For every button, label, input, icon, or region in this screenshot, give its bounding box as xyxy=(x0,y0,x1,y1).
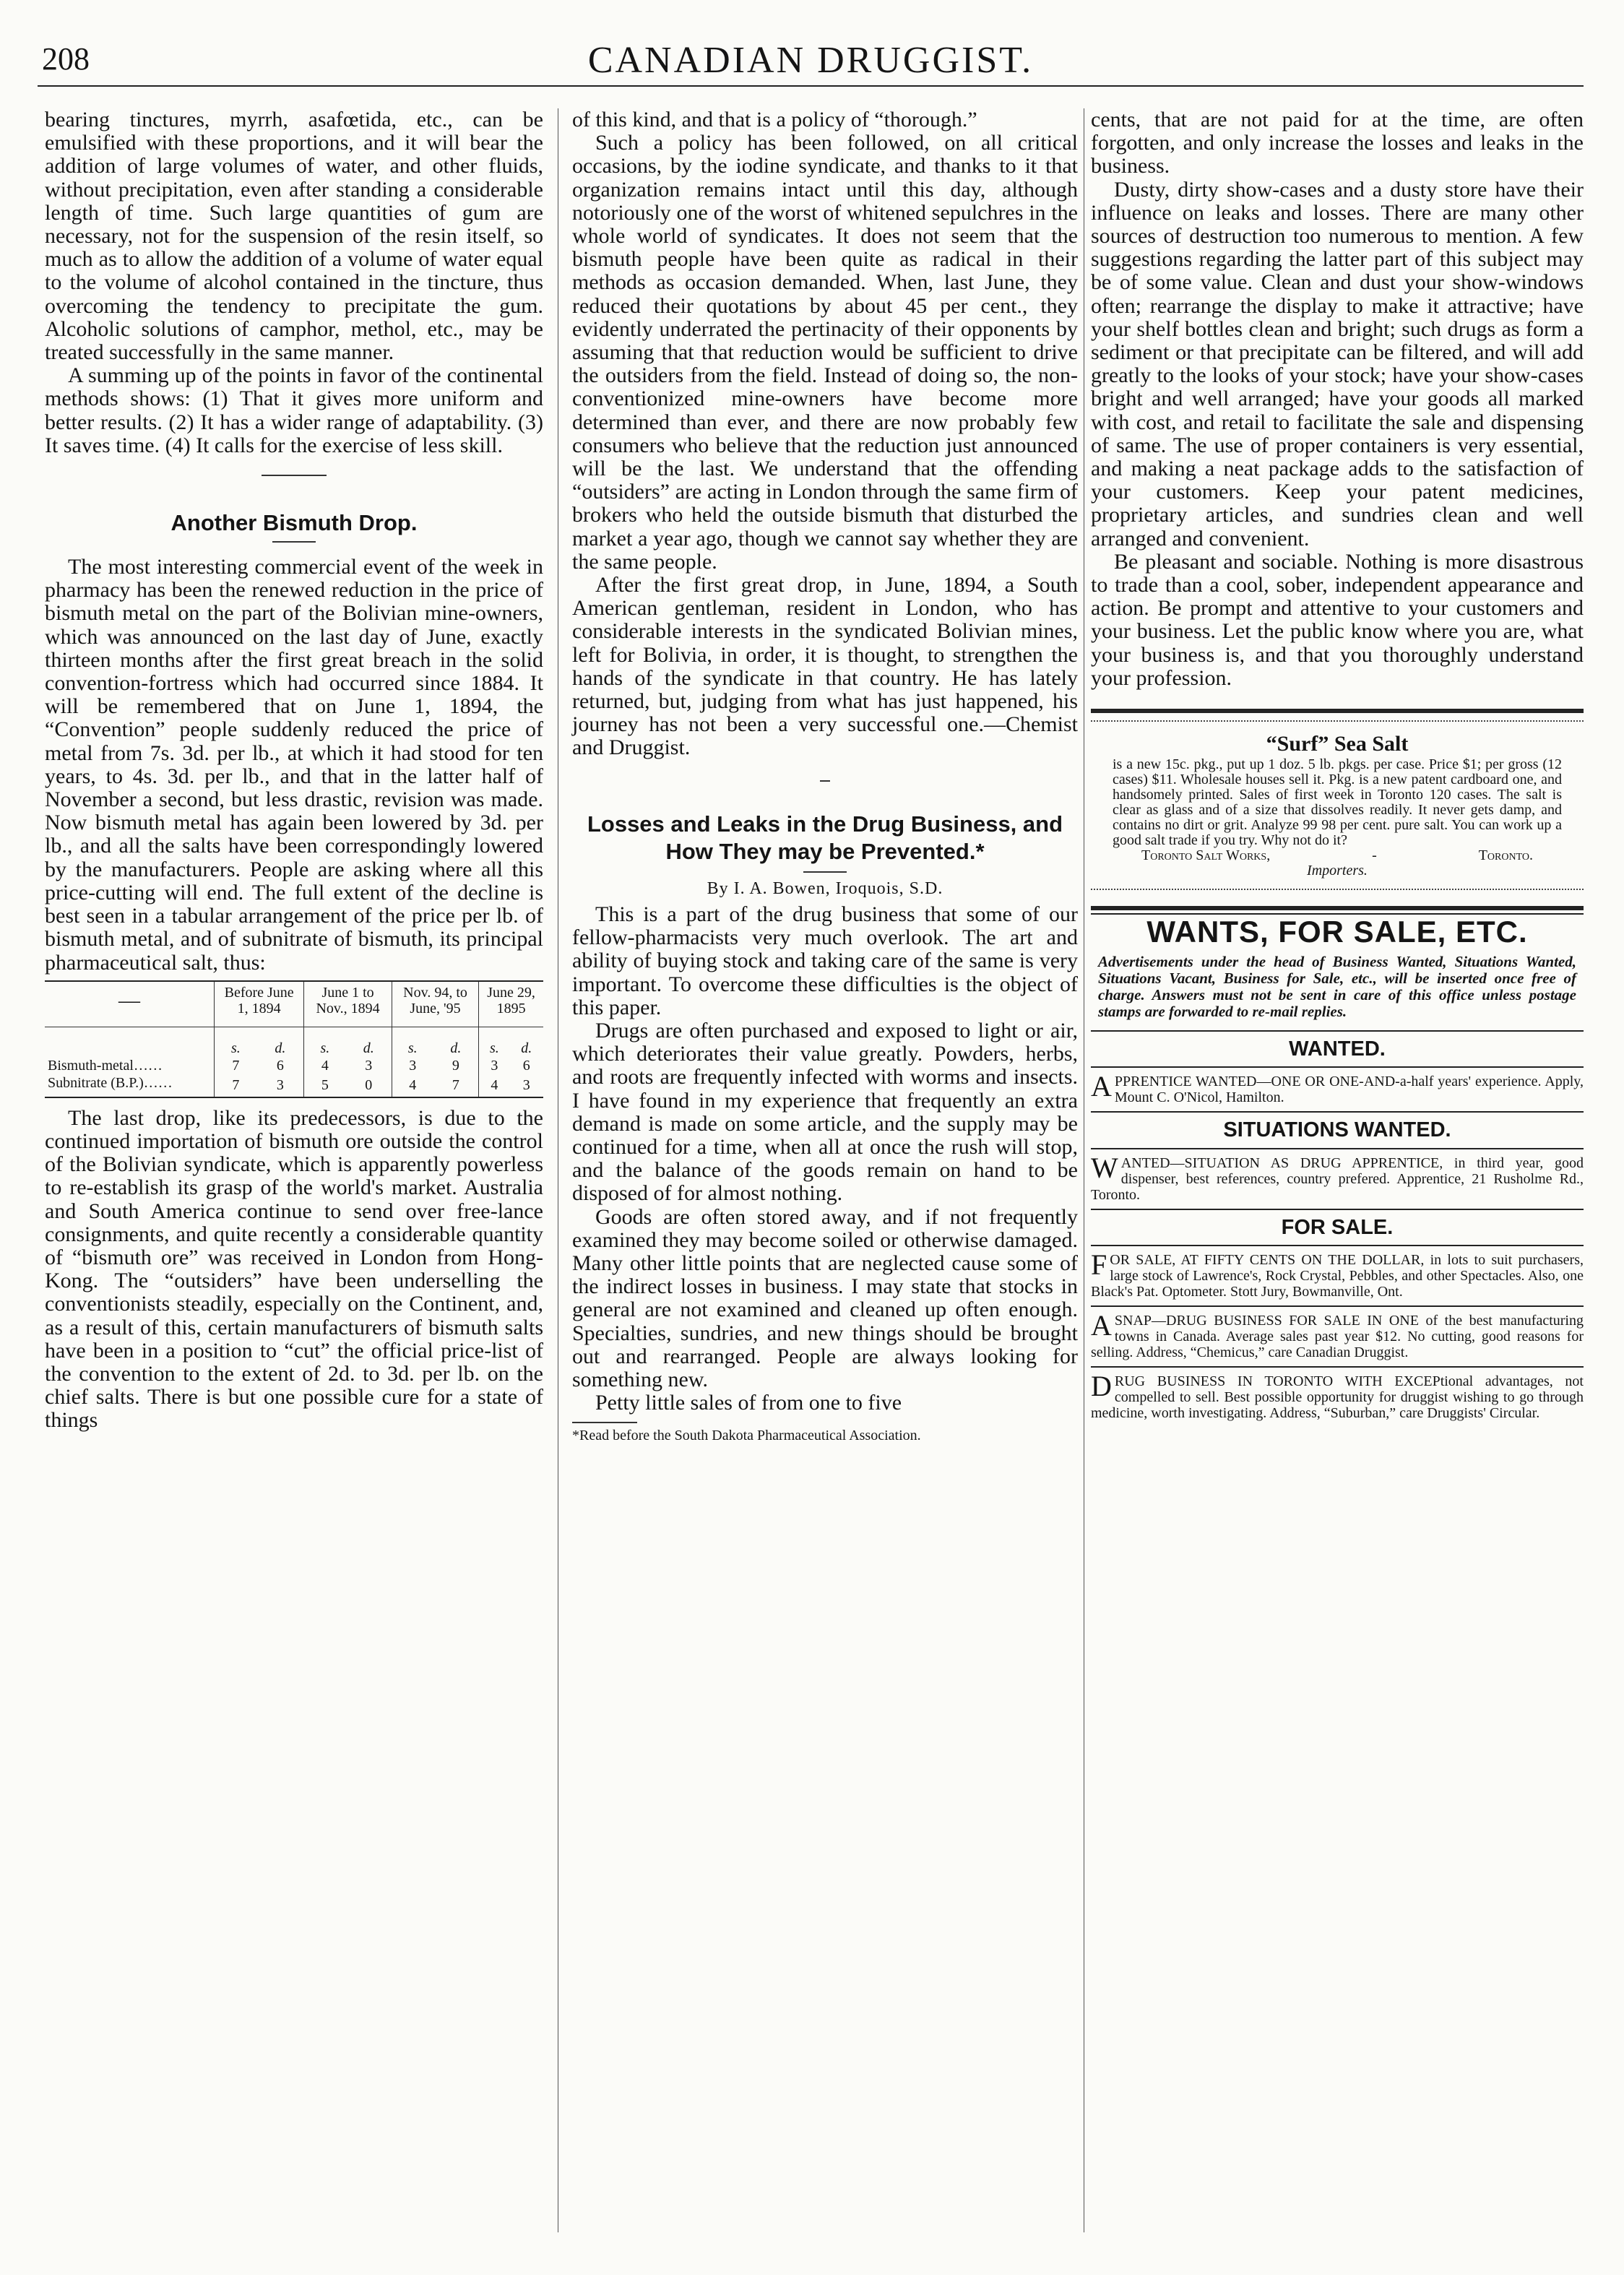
unit-label: d. xyxy=(346,1027,392,1057)
section-rule xyxy=(1091,1305,1584,1307)
ad-signature xyxy=(1113,848,1562,863)
table-cell: 3 xyxy=(257,1074,304,1097)
bismuth-price-table xyxy=(45,980,543,1098)
wants-notice: Advertisements under the head of Business Wanted, Situations Wanted, Situations Vacant, Business for Sale, etc., will be inserted once free of charge. Answers must not be sent in care of this office unless postage stamps are forwarded to re-mail replies. xyxy=(1098,953,1576,1021)
table-cell: 7 xyxy=(232,1077,240,1094)
unit-label: s. xyxy=(407,1040,418,1056)
column-1 xyxy=(45,108,543,1433)
ad-importers: Importers. xyxy=(1307,863,1368,879)
classified-ad: FOR SALE, AT FIFTY CENTS ON THE DOLLAR, in lots to suit purchasers, large stock of Lawrence's, Rock Crystal, Pebbles, and other Spectacles. Also, one Black's Pat. Optometer. Stott Jury, Bowmanville, Ont. xyxy=(1091,1248,1584,1300)
classified-ad: DRUG BUSINESS IN TORONTO WITH EXCEPtional advantages, not compelled to sell. Best possible opportunity for druggist wishing to go through medicine, worth investigating. Address, “Suburban,” care Druggists' Circular. xyxy=(1091,1369,1584,1421)
paragraph: Dusty, dirty show-cases and a dusty store have their influence on leaks and losses. There are many other sources of destruction too numerous to mention. A few suggestions regarding the latter part of this subject may be of some value. Clean and dust your show-windows often; rearrange the display to make it attractive; have your shelf bottles clean and bright; such drugs as form a sediment or that precipitate can be filtered, and will add greatly to the looks of your stock; have your show-cases bright and well arranged; have your goods all marked with cost, and retail to facilitate the sale and dispensing of same. The use of proper containers is very essential, and making a neat package adds to the satisfaction of your customers. Keep your patent medicines, proprietary articles, and sundries clean and well arranged and convenient. xyxy=(1091,177,1584,551)
table-cell: 0 xyxy=(346,1074,392,1097)
wants-heading: WANTS, FOR SALE, ETC. xyxy=(1146,915,1528,949)
section-rule xyxy=(1091,1366,1584,1368)
unit-label: d. xyxy=(521,1040,532,1056)
paragraph: of this kind, and that is a policy of “thorough.” xyxy=(572,108,977,131)
table-cell: 6 xyxy=(522,1057,530,1074)
table-cell: 5 xyxy=(321,1077,329,1094)
paragraph: The last drop, like its predecessors, is due to the continued importation of bismuth ore outside the control of the Bolivian syndicate, which is apparently powerless to re-establish its grasp of the world's market. Australia and South America continue to send over free-lance consignments, and quite recently a considerable quantity of “bismuth ore” was received in London from Hong-Kong. The “outsiders” have been underselling the conventionists steadily, especially on the Continent, and, as a result of this, certain manufacturers of bismuth salts have been in a position to “cut” the official price-list of the convention to the extent of 2d. to 3d. per lb. on the chief salts. There is but one possible cure for a state of things xyxy=(45,1105,543,1433)
row-label: Subnitrate (B.P.)…… xyxy=(45,1074,215,1097)
table-cell: 3 xyxy=(491,1057,498,1074)
ad-city: Toronto. xyxy=(1478,847,1533,864)
article-title: Another Bismuth Drop. xyxy=(170,510,418,536)
surf-sea-salt-ad xyxy=(1091,720,1584,890)
wanted-heading: WANTED. xyxy=(1289,1037,1386,1061)
unit-label: s. xyxy=(320,1040,330,1056)
table-cell: 3 xyxy=(409,1057,417,1074)
byline: By I. A. Bowen, Iroquois, S.D. xyxy=(707,879,943,898)
ad-rule xyxy=(1091,709,1584,713)
article-title: Losses and Leaks in the Drug Business, and How They may be Prevented.* xyxy=(587,811,1063,864)
paragraph: A summing up of the points in favor of the continental methods shows: (1) That it gives more uniform and better results. (2) It has a wider range of adaptability. (3) It saves time. (4) It calls for the exercise of less skill. xyxy=(45,363,543,457)
section-rule xyxy=(1091,1066,1584,1068)
classified-ad: APPRENTICE WANTED—ONE OR ONE-AND-a-half years' experience. Apply, Mount C. O'Nicol, Hamilton. xyxy=(1091,1070,1584,1106)
table-column-header: Nov. 94, to June, '95 xyxy=(392,981,478,1027)
paragraph: cents, that are not paid for at the time, are often forgotten, and only increase the losses and leaks in the business. xyxy=(1091,108,1584,178)
table-cell: 6 xyxy=(257,1057,304,1074)
unit-label: s. xyxy=(230,1040,241,1056)
footnote: *Read before the South Dakota Pharmaceutical Association. xyxy=(572,1428,921,1444)
title-divider xyxy=(803,871,847,873)
section-rule xyxy=(1091,1148,1584,1149)
section-rule xyxy=(1091,1209,1584,1210)
situations-heading: SITUATIONS WANTED. xyxy=(1223,1118,1451,1142)
paragraph: bearing tinctures, myrrh, asafœtida, etc., can be emulsified with these proportions, and it will bear the addition of large volumes of water, and other fluids, without precipitation, even after standing a considerable length of time. Such large quantities of gum are necessary, not for the suspension of the resin itself, so much as to allow the addition of a volume of water equal to the volume of alcohol contained in the tincture, thus overcoming the tendency to precipitate the gum. Alcoholic solutions of camphor, methol, etc., may be treated successfully in the same manner. xyxy=(45,108,543,365)
ad-company: Toronto Salt Works, xyxy=(1141,847,1271,864)
running-title: CANADIAN DRUGGIST. xyxy=(587,40,1034,81)
paragraph: After the first great drop, in June, 1894, a South American gentleman, resident in London, who has considerable interests in the syndicated Bolivian mines, left for Bolivia, in order, it is thought, to strengthen the hands of the syndicate in that country. He has lately returned, but, judging from what has just happened, his journey has not been a very successful one.—Chemist and Druggist. xyxy=(572,573,1078,760)
unit-label: d. xyxy=(257,1027,304,1057)
column-2 xyxy=(572,108,1078,1443)
table-cell: 3 xyxy=(346,1057,392,1074)
column-3 xyxy=(1091,108,1584,1427)
section-rule xyxy=(1091,1111,1584,1113)
table-cell: 7 xyxy=(232,1057,240,1074)
ad-title: “Surf” Sea Salt xyxy=(1266,732,1409,756)
page-header xyxy=(38,35,1584,87)
wants-rule xyxy=(1091,906,1584,910)
table-units-row xyxy=(45,1027,543,1057)
unit-label: s. xyxy=(489,1040,499,1056)
unit-label: d. xyxy=(433,1027,479,1057)
row-label: Bismuth-metal…… xyxy=(45,1057,215,1074)
table-cell: 4 xyxy=(491,1077,498,1094)
paragraph: The most interesting commercial event of the week in pharmacy has been the renewed reduction in the price of bismuth metal on the part of the Bolivian mine-owners, which was announced on the last day of June, exactly thirteen months after the first great breach in the solid convention-fortress which had occurred since 1884. It will be remembered that on June 1, 1894, the “Convention” people suddenly reduced the price of metal from 7s. 3d. per lb., at which it had stood for ten years, to 4s. 3d. per lb., and that in the latter half of November a second, but less drastic, revision was made. Now bismuth metal has again been lowered by 3d. per lb., and all the salts have been correspondingly lowered by the manufacturers. People are asking where all this price-cutting will end. The full extent of the decline is best seen in a tabular arrangement of the price per lb. of bismuth metal, and of subnitrate of bismuth, its principal pharmaceutical salt, thus: xyxy=(45,555,543,975)
table-cell: 7 xyxy=(433,1074,479,1097)
table-row xyxy=(45,1057,543,1074)
page-number: 208 xyxy=(42,41,90,77)
footnote-divider xyxy=(572,1422,637,1423)
section-rule xyxy=(1091,1030,1584,1032)
table-cell: 9 xyxy=(433,1057,479,1074)
table-column-header: June 1 to Nov., 1894 xyxy=(304,981,392,1027)
table-corner: — xyxy=(45,981,215,1027)
table-column-header: June 29, 1895 xyxy=(479,981,543,1027)
paragraph: Drugs are often purchased and exposed to light or air, which deteriorates their value greatly. Powders, herbs, and roots are frequently infected with worms and insects. I have found in my experience that frequently an extra demand is made on some article, and the supply may be continued for a time, when all at once the rush will stop, and the balance of the goods remain on hand to be disposed of for almost nothing. xyxy=(572,1018,1078,1206)
table-cell: 4 xyxy=(321,1057,329,1074)
table-cell: 3 xyxy=(522,1077,530,1094)
classified-ad: ASNAP—DRUG BUSINESS FOR SALE IN ONE of the best manufacturing towns in Canada. Average sales past year $12. No cutting, good reasons for selling. Address, “Chemicus,” care Canadian Druggist. xyxy=(1091,1308,1584,1360)
paragraph: Petty little sales of from one to five xyxy=(595,1391,902,1415)
table-column-header: Before June 1, 1894 xyxy=(215,981,304,1027)
forsale-heading: FOR SALE. xyxy=(1281,1215,1394,1239)
table-header-row xyxy=(45,981,543,1027)
paragraph: This is a part of the drug business that some of our fellow-pharmacists very much overlook. The art and ability of buying stock and taking care of the same is very important. To overcome these difficulties is the object of this paper. xyxy=(572,902,1078,1019)
table-row xyxy=(45,1074,543,1097)
classified-ad: WANTED—SITUATION AS DRUG APPRENTICE, in third year, good dispenser, best references, country prefered. Apprentice, 21 Rusholme Rd., Toronto. xyxy=(1091,1151,1584,1203)
paragraph: Be pleasant and sociable. Nothing is more disastrous to trade than a cool, sober, independent appearance and action. Be prompt and attentive to your customers and your business. Let the public know where you are, what your business is, and that you thoroughly understand your profession. xyxy=(1091,549,1584,690)
ad-body: is a new 15c. pkg., put up 1 doz. 5 lb. pkgs. per case. Price $1; per gross (12 cases) $11. Wholesale houses sell it. Pkg. is a new patent cardboard one, and handsomely printed. Sales of first week in Toronto 120 cases. The salt is clear as glass and of a size that dissolves readily. It never gets damp, and contains no dirt or grit. Analyze 99 98 per cent. pure salt. You can work up a good salt trade if you try. Why not do it? xyxy=(1113,756,1562,849)
section-divider xyxy=(262,475,327,476)
paragraph: Such a policy has been followed, on all critical occasions, by the iodine syndicate, and thanks to it that organization remains intact until this day, although notoriously one of the worst of whitened sepulchres in the whole world of syndicates. It does not seem that the bismuth people have been quite as radical in their methods as occasion demanded. When, last June, they reduced their quotations by about 45 per cent., they evidently underrated the pertinacity of their opponents by assuming that that reduction would be sufficient to drive the outsiders from the field. Instead of doing so, the non-conventionized mine-owners have become more determined than ever, and there are now probably few consumers who believe that the reduction just announced will be the last. We understand that the offending “outsiders” are acting in London through the same firm of brokers who held the outside bismuth that disturbed the market a year ago, though we cannot say whether they are the same people. xyxy=(572,131,1078,574)
title-divider xyxy=(272,541,316,543)
section-divider xyxy=(820,780,830,782)
section-rule xyxy=(1091,1245,1584,1246)
paragraph: Goods are often stored away, and if not frequently examined they may become soiled or otherwise damaged. Many other little points that are neglected cause some of the indirect losses in business. I may state that stocks in general are not examined and cleaned up often enough. Specialties, sundries, and new things should be brought out and rearranged. People are always looking for something new. xyxy=(572,1204,1078,1391)
ad-dash: - xyxy=(1372,847,1377,864)
table-cell: 4 xyxy=(409,1077,417,1094)
